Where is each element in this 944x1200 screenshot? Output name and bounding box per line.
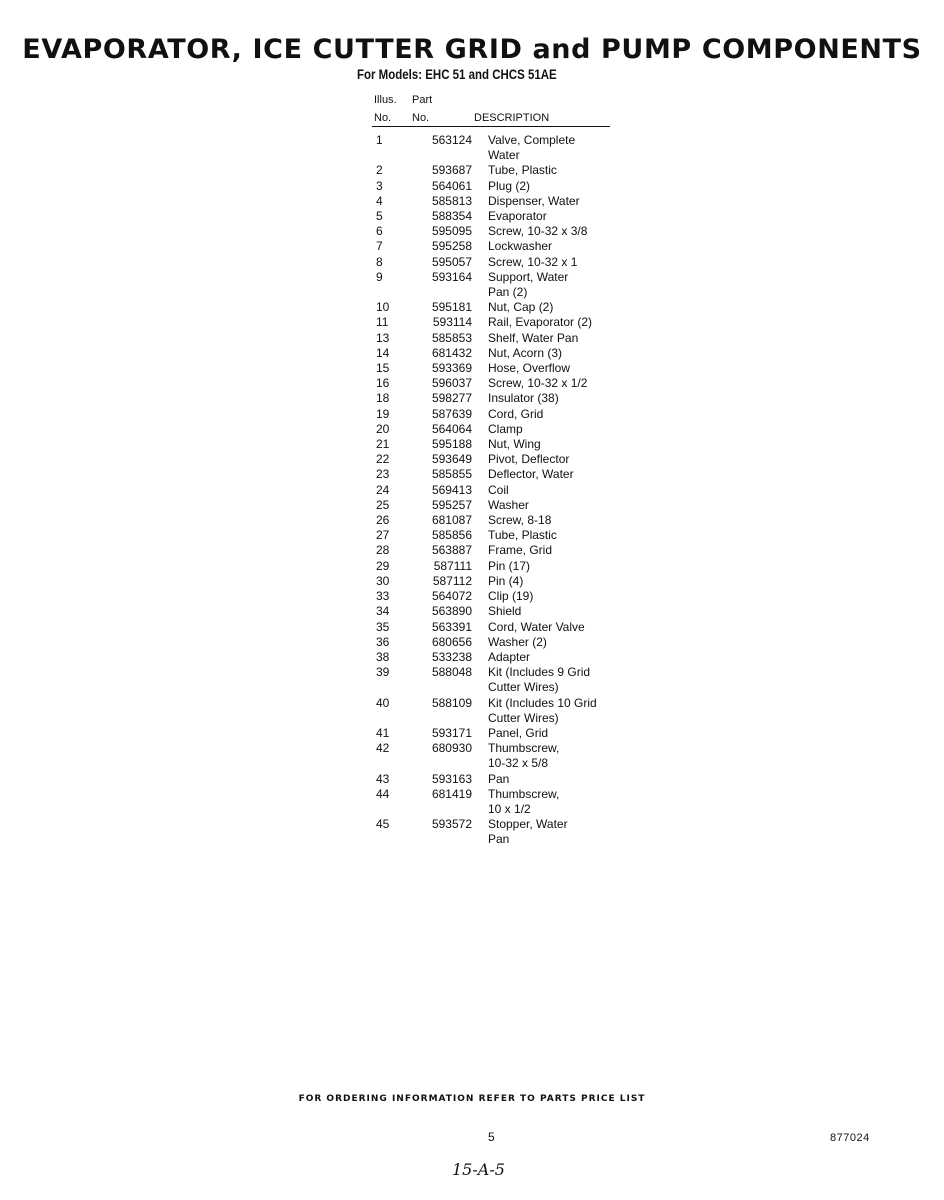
- part-description: Nut, Cap (2): [488, 300, 554, 315]
- part-number: 595188: [431, 437, 472, 452]
- part-description: Nut, Acorn (3): [488, 345, 563, 360]
- part-number: 593171: [431, 725, 472, 740]
- part-row: [372, 483, 622, 498]
- illus-number: 3: [376, 178, 383, 193]
- part-description: Support, Water Pan (2): [488, 269, 569, 300]
- part-description: Kit (Includes 10 Grid Cutter Wires): [488, 695, 597, 725]
- illus-number: 35: [376, 619, 390, 634]
- part-row: [372, 346, 622, 361]
- part-number: 587112: [432, 573, 472, 588]
- part-row: [372, 604, 622, 619]
- illus-number: 22: [376, 452, 390, 467]
- illus-number: 28: [376, 543, 390, 558]
- part-row: [372, 270, 622, 300]
- ordering-note: FOR ORDERING INFORMATION REFER TO PARTS PRICE LIST: [298, 1094, 646, 1104]
- part-row: [372, 650, 622, 665]
- part-row: [372, 543, 622, 558]
- part-number: 595257: [431, 497, 472, 512]
- illus-number: 29: [376, 558, 390, 573]
- part-number: 588109: [431, 695, 472, 710]
- part-row: [372, 361, 622, 376]
- part-description: Thumbscrew, 10 x 1/2: [488, 786, 560, 816]
- part-description: Screw, 10-32 x 3/8: [488, 224, 588, 239]
- illus-number: 27: [376, 528, 390, 543]
- part-row: [372, 331, 622, 346]
- part-description: Panel, Grid: [488, 725, 549, 740]
- part-number: 680930: [431, 741, 472, 756]
- part-description: Evaporator: [488, 209, 547, 224]
- part-number: 598277: [431, 391, 472, 406]
- part-description: Tube, Plastic: [488, 528, 557, 543]
- page-number: 5: [488, 1130, 495, 1144]
- description-column-header: DESCRIPTION: [474, 112, 550, 124]
- part-number: 593649: [431, 452, 472, 467]
- part-row: [372, 772, 622, 787]
- part-number: 593163: [431, 771, 472, 786]
- part-number: 564072: [431, 589, 472, 604]
- illus-number: 18: [376, 391, 390, 406]
- part-description: Clip (19): [488, 589, 534, 604]
- part-description: Hose, Overflow: [488, 361, 571, 376]
- part-row: [372, 376, 622, 391]
- part-row: [372, 224, 622, 239]
- part-description: Nut, Wing: [488, 437, 541, 452]
- part-number: 680656: [431, 634, 472, 649]
- part-row: [372, 513, 622, 528]
- part-number: 593687: [431, 163, 472, 178]
- part-number: 593369: [431, 361, 472, 376]
- illus-number: 36: [376, 634, 390, 649]
- part-row: [372, 407, 622, 422]
- illus-number: 2: [376, 163, 383, 178]
- part-description: Washer: [488, 497, 529, 512]
- part-number: 564061: [431, 178, 472, 193]
- part-description: Cord, Water Valve: [488, 619, 585, 634]
- part-number: 681419: [431, 786, 472, 801]
- part-column-header: No.: [412, 112, 430, 124]
- illus-number: 21: [376, 437, 390, 452]
- part-row: [372, 133, 622, 163]
- part-number: 587111: [433, 558, 472, 573]
- illus-column-header-top: Illus.: [374, 94, 397, 106]
- parts-list: [372, 133, 622, 848]
- part-description: Deflector, Water: [488, 467, 574, 482]
- part-row: [372, 467, 622, 482]
- handwritten-note: 15-A-5: [452, 1160, 505, 1179]
- part-number: 563887: [431, 543, 472, 558]
- part-description: Pivot, Deflector: [488, 452, 570, 467]
- part-number: 569413: [431, 482, 472, 497]
- part-row: [372, 209, 622, 224]
- part-number: 596037: [431, 376, 472, 391]
- illus-number: 42: [376, 741, 390, 756]
- illus-number: 30: [376, 573, 390, 588]
- part-number: 588354: [431, 209, 472, 224]
- illus-number: 38: [376, 649, 390, 664]
- part-description: Rail, Evaporator (2): [488, 315, 593, 330]
- part-row: [372, 179, 622, 194]
- part-row: [372, 528, 622, 543]
- part-description: Tube, Plastic: [488, 163, 557, 178]
- part-description: Frame, Grid: [488, 543, 553, 558]
- part-number: 593114: [432, 315, 472, 330]
- part-description: Cord, Grid: [488, 406, 544, 421]
- illus-number: 11: [376, 315, 389, 330]
- header-rule: [372, 126, 610, 127]
- part-number: 681087: [431, 513, 472, 528]
- illus-number: 20: [376, 421, 390, 436]
- part-number: 564064: [431, 421, 472, 436]
- part-row: [372, 437, 622, 452]
- illus-number: 24: [376, 482, 390, 497]
- part-row: [372, 239, 622, 254]
- illus-number: 33: [376, 589, 390, 604]
- illus-number: 34: [376, 604, 390, 619]
- illus-number: 25: [376, 497, 390, 512]
- illus-number: 39: [376, 665, 390, 680]
- part-number: 585855: [431, 467, 472, 482]
- part-row: [372, 787, 622, 817]
- illus-number: 6: [376, 224, 383, 239]
- part-number: 585856: [431, 528, 472, 543]
- illus-number: 40: [376, 695, 390, 710]
- part-description: Stopper, Water Pan: [488, 817, 568, 847]
- illus-number: 23: [376, 467, 390, 482]
- part-description: Adapter: [488, 649, 531, 664]
- part-number: 593164: [431, 269, 472, 284]
- part-row: [372, 635, 622, 650]
- part-row: [372, 315, 622, 330]
- part-row: [372, 589, 622, 604]
- illus-column-header: No.: [374, 112, 392, 124]
- part-row: [372, 194, 622, 209]
- part-description: Shield: [488, 604, 522, 619]
- part-number: 681432: [431, 345, 472, 360]
- part-description: Pan: [488, 771, 510, 786]
- part-description: Thumbscrew, 10-32 x 5/8: [488, 741, 560, 771]
- illus-number: 45: [376, 817, 390, 832]
- part-number: 593572: [431, 817, 472, 832]
- illus-number: 16: [376, 376, 390, 391]
- illus-number: 1: [376, 133, 383, 147]
- part-number: 585813: [431, 193, 472, 208]
- part-row: [372, 817, 622, 847]
- part-description: Screw, 8-18: [488, 513, 552, 528]
- part-description: Pin (4): [488, 573, 524, 588]
- part-description: Kit (Includes 9 Grid Cutter Wires): [488, 665, 591, 695]
- part-row: [372, 391, 622, 406]
- part-description: Plug (2): [488, 178, 531, 193]
- illus-number: 26: [376, 513, 390, 528]
- part-number: 563890: [431, 604, 472, 619]
- part-description: Lockwasher: [488, 239, 553, 254]
- illus-number: 15: [376, 361, 390, 376]
- part-row: [372, 559, 622, 574]
- part-row: [372, 741, 622, 771]
- part-row: [372, 255, 622, 270]
- part-description: Dispenser, Water: [488, 193, 580, 208]
- part-number: 595095: [431, 224, 472, 239]
- part-number: 595057: [431, 254, 472, 269]
- part-row: [372, 422, 622, 437]
- illus-number: 7: [376, 239, 383, 254]
- part-row: [372, 498, 622, 513]
- illus-number: 13: [376, 330, 390, 345]
- illus-number: 19: [376, 406, 390, 421]
- illus-number: 41: [376, 725, 390, 740]
- part-description: Coil: [488, 482, 509, 497]
- part-number: 585853: [431, 330, 472, 345]
- part-column-header-top: Part: [412, 94, 433, 106]
- illus-number: 8: [376, 254, 383, 269]
- part-number: 563391: [431, 619, 472, 634]
- illus-number: 5: [376, 209, 383, 224]
- part-description: Insulator (38): [488, 391, 559, 406]
- part-description: Clamp: [488, 421, 523, 436]
- part-description: Washer (2): [488, 634, 547, 649]
- part-number: 595181: [431, 300, 472, 315]
- part-row: [372, 163, 622, 178]
- page-title: EVAPORATOR, ICE CUTTER GRID and PUMP COMPONENTS: [22, 34, 922, 65]
- part-number: 533238: [431, 649, 472, 664]
- part-number: 588048: [431, 665, 472, 680]
- part-description: Shelf, Water Pan: [488, 330, 579, 345]
- part-number: 595258: [431, 239, 472, 254]
- part-number: 587639: [431, 406, 472, 421]
- part-row: [372, 726, 622, 741]
- illus-number: 9: [376, 269, 383, 284]
- illus-number: 10: [376, 300, 390, 315]
- illus-number: 44: [376, 786, 390, 801]
- illus-number: 4: [376, 193, 383, 208]
- illus-number: 14: [376, 345, 390, 360]
- document-code: 877024: [830, 1132, 870, 1144]
- part-description: Valve, Complete Water: [488, 133, 576, 163]
- part-row: [372, 696, 622, 726]
- part-number: 563124: [431, 133, 472, 147]
- illus-number: 43: [376, 771, 390, 786]
- part-row: [372, 665, 622, 695]
- part-description: Pin (17): [488, 558, 531, 573]
- part-description: Screw, 10-32 x 1/2: [488, 376, 588, 391]
- part-row: [372, 620, 622, 635]
- model-subtitle: For Models: EHC 51 and CHCS 51AE: [357, 66, 557, 82]
- part-row: [372, 300, 622, 315]
- part-row: [372, 452, 622, 467]
- part-description: Screw, 10-32 x 1: [488, 254, 578, 269]
- part-row: [372, 574, 622, 589]
